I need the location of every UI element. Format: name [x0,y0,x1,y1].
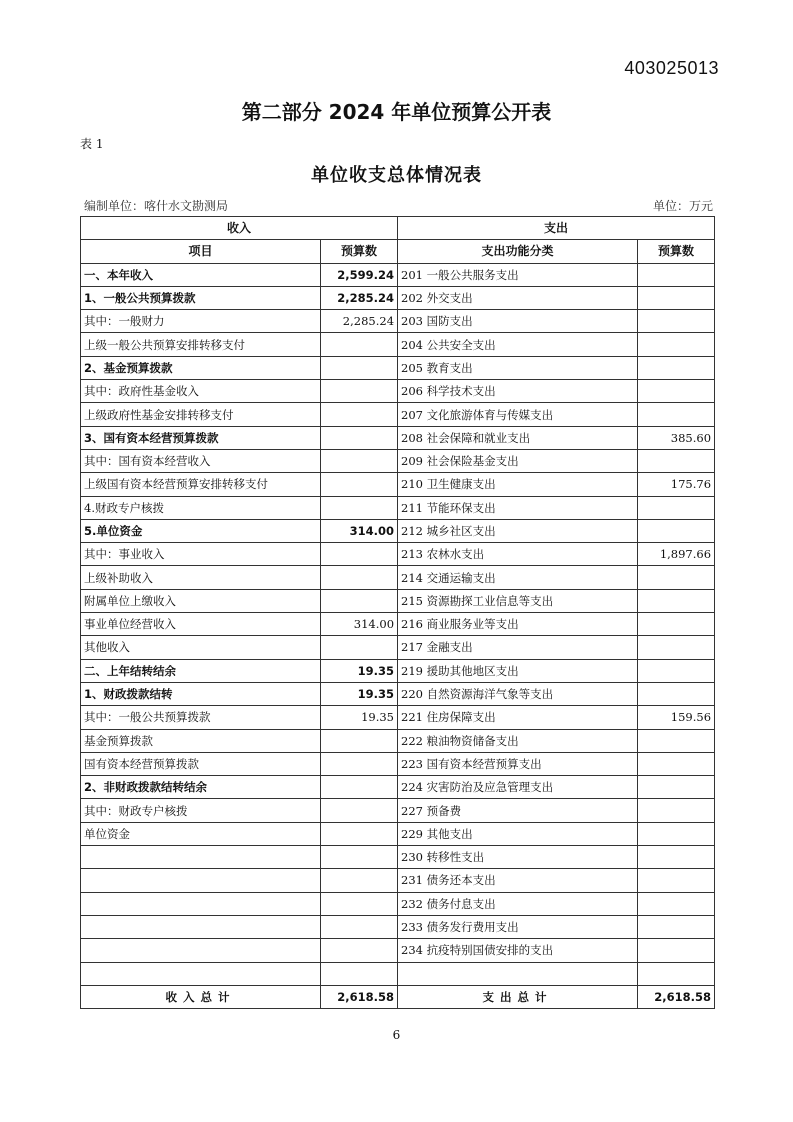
income-total-value: 2,618.58 [321,985,398,1008]
income-item-cell: 1、财政拨款结转 [81,682,321,705]
expense-amount-cell [638,776,715,799]
expense-amount-cell [638,799,715,822]
expense-amount-cell [638,869,715,892]
table-row [81,356,715,379]
income-item-cell: 上级一般公共预算安排转移支付 [81,333,321,356]
part-title: 第二部分 2024 年单位预算公开表 [241,100,552,124]
expense-amount-cell [638,333,715,356]
table-row [81,543,715,566]
income-amount-cell [321,496,398,519]
expense-item-cell: 231 债务还本支出 [398,869,638,892]
income-item-cell [81,869,321,892]
expense-total-value: 2,618.58 [638,985,715,1008]
table-row [81,729,715,752]
expense-item-cell: 211 节能环保支出 [398,496,638,519]
income-amount-cell: 19.35 [321,682,398,705]
income-amount-cell [321,380,398,403]
table-row [81,846,715,869]
expense-item-cell: 220 自然资源海洋气象等支出 [398,682,638,705]
expense-amount-cell [638,729,715,752]
expense-item-cell: 229 其他支出 [398,822,638,845]
income-item-cell: 其中：一般公共预算拨款 [81,706,321,729]
table-row [81,636,715,659]
income-total-label: 收入总计 [81,985,321,1008]
income-amount-cell: 2,285.24 [321,310,398,333]
income-amount-cell: 314.00 [321,613,398,636]
function-class-column-header: 支出功能分类 [398,240,638,263]
expense-amount-cell [638,589,715,612]
expense-amount-cell [638,449,715,472]
income-amount-cell [321,776,398,799]
table-row [81,822,715,845]
table-row [81,589,715,612]
expense-amount-cell [638,380,715,403]
table-row [81,682,715,705]
income-amount-cell [321,566,398,589]
expense-amount-cell [638,263,715,286]
expense-amount-cell [638,356,715,379]
income-amount-cell [321,939,398,962]
expense-item-cell: 234 抗疫特别国债安排的支出 [398,939,638,962]
expense-amount-cell: 159.56 [638,706,715,729]
income-item-cell [81,846,321,869]
expense-item-cell: 209 社会保险基金支出 [398,449,638,472]
table-row [81,566,715,589]
expense-item-cell: 205 教育支出 [398,356,638,379]
table-row [81,869,715,892]
table-row [81,939,715,962]
income-item-cell: 一、本年收入 [81,263,321,286]
expense-amount-cell [638,962,715,985]
income-item-cell: 基金预算拨款 [81,729,321,752]
expense-amount-cell [638,659,715,682]
expense-item-cell: 208 社会保障和就业支出 [398,426,638,449]
expense-item-cell: 207 文化旅游体育与传媒支出 [398,403,638,426]
document-code: 403025013 [624,58,719,78]
income-item-cell: 其中：政府性基金收入 [81,380,321,403]
currency-unit: 单位：万元 [652,199,713,213]
table-number: 表 1 [80,137,104,151]
income-amount-cell [321,846,398,869]
expense-amount-cell [638,846,715,869]
expense-item-cell: 224 灾害防治及应急管理支出 [398,776,638,799]
expense-item-cell: 217 金融支出 [398,636,638,659]
income-item-cell: 附属单位上缴收入 [81,589,321,612]
table-title: 单位收支总体情况表 [311,165,482,186]
income-amount-cell [321,333,398,356]
expense-item-cell: 221 住房保障支出 [398,706,638,729]
table-row [81,892,715,915]
expense-amount-cell [638,752,715,775]
expense-header: 支出 [398,217,715,240]
income-amount-cell [321,543,398,566]
income-amount-cell [321,915,398,938]
income-amount-cell [321,356,398,379]
income-amount-cell [321,892,398,915]
income-item-cell: 2、基金预算拨款 [81,356,321,379]
income-item-cell: 国有资本经营预算拨款 [81,752,321,775]
expense-amount-cell [638,892,715,915]
table-row [81,426,715,449]
income-item-cell: 其中：国有资本经营收入 [81,449,321,472]
table-row [81,752,715,775]
income-amount-cell [321,869,398,892]
income-amount-cell [321,636,398,659]
table-row [81,706,715,729]
expense-amount-cell [638,682,715,705]
expense-amount-cell: 1,897.66 [638,543,715,566]
expense-item-cell: 203 国防支出 [398,310,638,333]
expense-item-cell: 212 城乡社区支出 [398,519,638,542]
expense-item-cell: 232 债务付息支出 [398,892,638,915]
budget-table-body [81,217,715,1009]
table-row [81,659,715,682]
income-item-cell [81,915,321,938]
expense-amount-cell [638,566,715,589]
expense-item-cell: 227 预备费 [398,799,638,822]
income-item-cell: 其中：事业收入 [81,543,321,566]
income-amount-cell [321,752,398,775]
expense-amount-cell [638,915,715,938]
income-item-cell: 3、国有资本经营预算拨款 [81,426,321,449]
expense-item-cell: 219 援助其他地区支出 [398,659,638,682]
income-amount-cell [321,799,398,822]
expense-amount-cell [638,403,715,426]
income-header: 收入 [81,217,398,240]
expense-amount-cell [638,286,715,309]
table-row [81,915,715,938]
income-item-cell: 5.单位资金 [81,519,321,542]
income-amount-cell [321,403,398,426]
income-amount-cell: 19.35 [321,659,398,682]
budget-table [80,216,715,1009]
expense-amount-cell [638,636,715,659]
table-row [81,962,715,985]
table-row [81,310,715,333]
income-amount-cell [321,729,398,752]
expense-item-cell: 204 公共安全支出 [398,333,638,356]
expense-budget-column-header: 预算数 [638,240,715,263]
expense-amount-cell [638,613,715,636]
table-row [81,449,715,472]
income-amount-cell [321,449,398,472]
income-item-cell: 其中：财政专户核拨 [81,799,321,822]
table-row [81,473,715,496]
header-row-columns [81,240,715,263]
table-row [81,380,715,403]
expense-amount-cell [638,519,715,542]
expense-amount-cell [638,496,715,519]
table-row [81,403,715,426]
income-amount-cell [321,962,398,985]
expense-item-cell: 202 外交支出 [398,286,638,309]
table-row [81,776,715,799]
expense-item-cell: 230 转移性支出 [398,846,638,869]
header-row-sections [81,217,715,240]
expense-total-label: 支出总计 [398,985,638,1008]
expense-item-cell: 214 交通运输支出 [398,566,638,589]
income-item-cell: 事业单位经营收入 [81,613,321,636]
income-item-cell [81,892,321,915]
expense-item-cell [398,962,638,985]
table-row [81,613,715,636]
expense-amount-cell [638,310,715,333]
page-number: 6 [392,1028,401,1042]
expense-amount-cell [638,939,715,962]
income-item-cell: 其他收入 [81,636,321,659]
income-budget-column-header: 预算数 [321,240,398,263]
expense-item-cell: 206 科学技术支出 [398,380,638,403]
income-item-cell: 上级国有资本经营预算安排转移支付 [81,473,321,496]
expense-item-cell: 215 资源勘探工业信息等支出 [398,589,638,612]
income-item-cell [81,962,321,985]
table-row [81,519,715,542]
expense-item-cell: 210 卫生健康支出 [398,473,638,496]
income-item-cell: 其中：一般财力 [81,310,321,333]
expense-amount-cell [638,822,715,845]
compiling-unit: 编制单位：喀什水文勘测局 [84,199,229,213]
totals-row [81,985,715,1008]
income-item-cell: 2、非财政拨款结转结余 [81,776,321,799]
table-row [81,333,715,356]
income-amount-cell: 19.35 [321,706,398,729]
table-row [81,496,715,519]
table-row [81,799,715,822]
income-item-cell [81,939,321,962]
expense-item-cell: 216 商业服务业等支出 [398,613,638,636]
income-amount-cell [321,426,398,449]
income-amount-cell [321,473,398,496]
income-item-cell: 上级政府性基金安排转移支付 [81,403,321,426]
income-amount-cell: 2,285.24 [321,286,398,309]
income-amount-cell: 314.00 [321,519,398,542]
expense-amount-cell: 175.76 [638,473,715,496]
income-item-cell: 上级补助收入 [81,566,321,589]
income-item-cell: 1、一般公共预算拨款 [81,286,321,309]
item-column-header: 项目 [81,240,321,263]
income-amount-cell [321,822,398,845]
table-row [81,286,715,309]
income-amount-cell: 2,599.24 [321,263,398,286]
expense-item-cell: 213 农林水支出 [398,543,638,566]
expense-amount-cell: 385.60 [638,426,715,449]
income-item-cell: 二、上年结转结余 [81,659,321,682]
expense-item-cell: 222 粮油物资储备支出 [398,729,638,752]
income-item-cell: 4.财政专户核拨 [81,496,321,519]
table-row [81,263,715,286]
expense-item-cell: 201 一般公共服务支出 [398,263,638,286]
expense-item-cell: 223 国有资本经营预算支出 [398,752,638,775]
income-item-cell: 单位资金 [81,822,321,845]
expense-item-cell: 233 债务发行费用支出 [398,915,638,938]
income-amount-cell [321,589,398,612]
